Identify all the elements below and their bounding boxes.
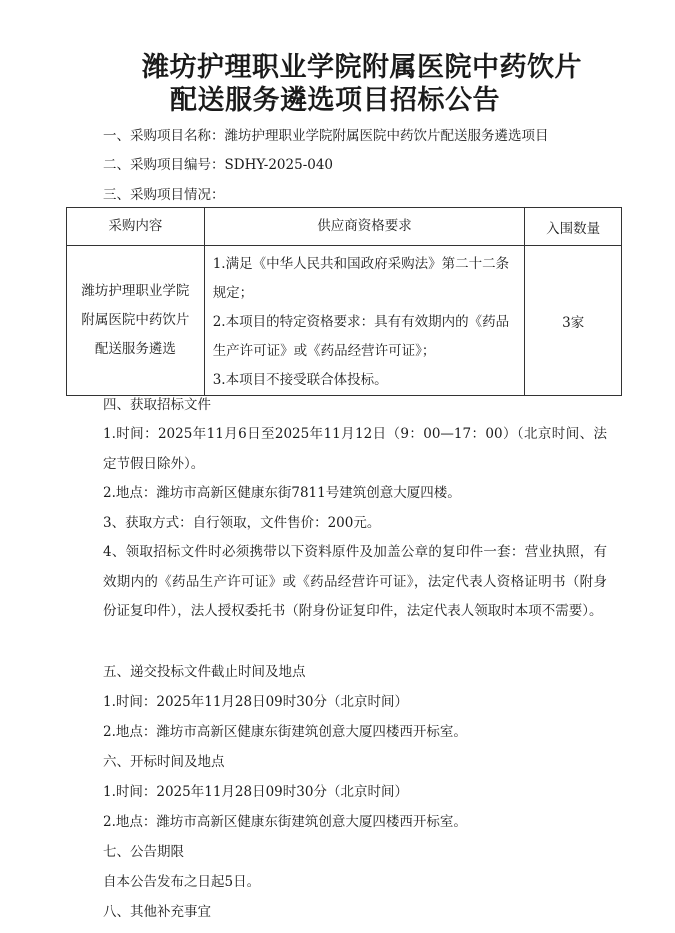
- project-info-heading: 三、采购项目情况：: [103, 187, 225, 203]
- project-number: 二、采购项目编号：SDHY-2025-040: [103, 157, 334, 173]
- section7-heading: 七、公告期限: [103, 844, 184, 860]
- header-quantity: 入围数量: [525, 208, 622, 246]
- requirement-item: 2.本项目的特定资格要求：具有有效期内的《药品生产许可证》或《药品经营许可证》；: [212, 314, 510, 359]
- project-name: 一、采购项目名称：潍坊护理职业学院附属医院中药饮片配送服务遴选项目: [103, 128, 549, 144]
- requirement-item: 3.本项目不接受联合体投标。: [212, 372, 388, 388]
- header-content: 采购内容: [67, 208, 205, 246]
- document-title-line1: 潍坊护理职业学院附属医院中药饮片: [142, 52, 582, 83]
- cell-content-text: 潍坊护理职业学院附属医院中药饮片配送服务遴选: [81, 283, 190, 357]
- cell-requirements: [204, 246, 525, 396]
- section6-time: 1.时间：2025年11月28日09时30分（北京时间）: [103, 784, 408, 800]
- section4-materials: 4、领取招标文件时必须携带以下资料原件及加盖公章的复印件一套：营业执照，有效期内的《药品生产许可证》或《药品经营许可证》，法定代表人资格证明书（附身份证复印件），法人授权委托书（附身份证复印件，法定代表人领取时本项不需要）。: [103, 544, 607, 619]
- table-row: [67, 246, 622, 396]
- document-title-line2: 配送服务遴选项目招标公告: [170, 85, 500, 116]
- cell-content: [67, 246, 205, 396]
- procurement-table: [66, 207, 622, 396]
- section4-heading: 四、获取招标文件: [103, 397, 211, 413]
- section5-place: 2.地点：潍坊市高新区健康东街建筑创意大厦四楼西开标室。: [103, 724, 467, 740]
- section4-method: 3、获取方式：自行领取，文件售价：200元。: [103, 515, 381, 531]
- section5-time: 1.时间：2025年11月28日09时30分（北京时间）: [103, 694, 408, 710]
- table-header-row: [67, 208, 622, 246]
- section6-heading: 六、开标时间及地点: [103, 754, 225, 770]
- cell-quantity: 3家: [525, 246, 622, 396]
- section6-place: 2.地点：潍坊市高新区健康东街建筑创意大厦四楼西开标室。: [103, 814, 467, 830]
- section4-place: 2.地点：潍坊市高新区健康东街7811号建筑创意大厦四楼。: [103, 485, 461, 501]
- section5-heading: 五、递交投标文件截止时间及地点: [103, 664, 306, 680]
- requirement-item: 1.满足《中华人民共和国政府采购法》第二十二条规定；: [212, 256, 510, 301]
- header-requirements: 供应商资格要求: [204, 208, 525, 246]
- section4-time: 1.时间：2025年11月6日至2025年11月12日（9：00—17：00）（北京时间、法定节假日除外）。: [103, 426, 607, 472]
- section7-text: 自本公告发布之日起5日。: [103, 874, 261, 890]
- section8-heading: 八、其他补充事宜: [103, 904, 211, 920]
